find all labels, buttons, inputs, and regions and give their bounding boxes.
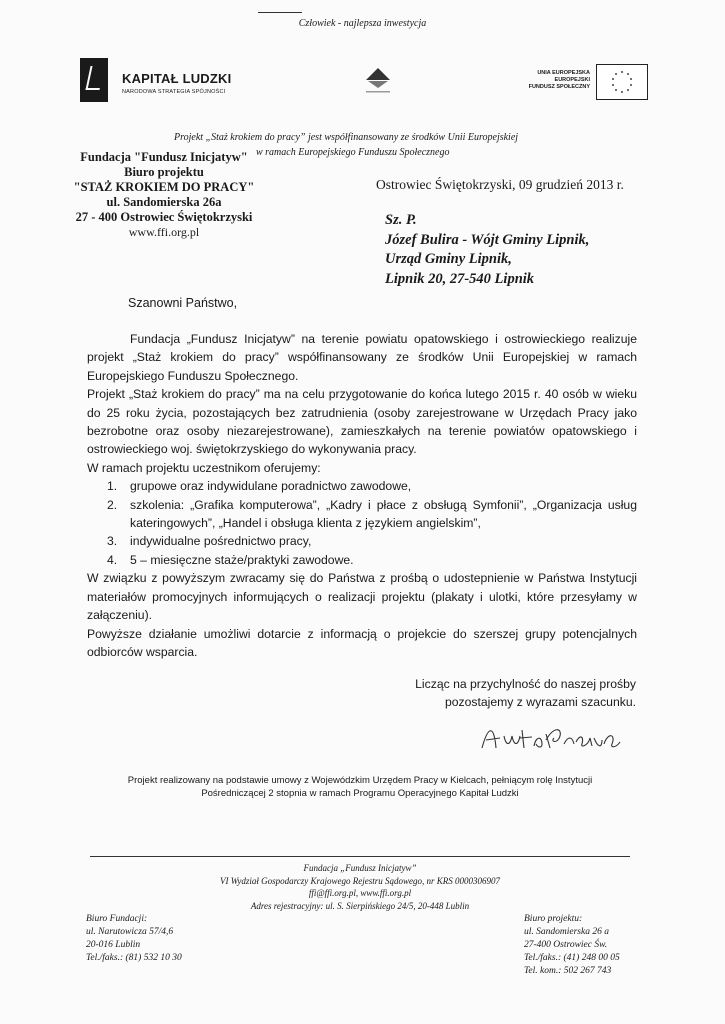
- foundation-name: Fundacja „Fundusz Inicjatyw”: [303, 863, 417, 873]
- list-text: indywidualne pośrednictwo pracy,: [130, 534, 312, 549]
- paragraph: Fundacja „Fundusz Inicjatyw” na terenie powiatu opatowskiego i ostrowieckiego realizuje projekt „Staż krokiem do pracy” współfinansowany ze środków Unii Europejskiej w ramach Europejskiego Funduszu Społecznego.: [87, 332, 637, 383]
- list-item: [87, 477, 637, 495]
- letter-closing: [400, 675, 636, 712]
- sender-org: Fundacja "Fundusz Inicjatyw": [80, 150, 248, 164]
- list-number: 3.: [107, 534, 118, 549]
- foundation-footer: [150, 862, 570, 912]
- recipient-address: [385, 211, 589, 289]
- project-funding-note: [80, 774, 640, 800]
- paragraph: Powyższe działanie umożliwi dotarcie z informacją o projekcie do szerszej grupy potencjalnych odbiorców wsparcia.: [87, 626, 637, 659]
- recipient-line: Urząd Gminy Lipnik,: [385, 251, 512, 267]
- paragraph: W związku z powyższym zwracamy się do Państwa z prośbą o udostepnienie w Państwa Instytucji materiałów promocyjnych informujących o realizacji projektu (plakaty i ulotki, które przesyłamy w załączeniu).: [87, 571, 637, 623]
- eu-label-line: UNIA EUROPEJSKA: [537, 70, 590, 76]
- handwritten-signature: [476, 718, 626, 758]
- letter-greeting: Szanowni Państwo,: [128, 296, 238, 310]
- office-city: 20-016 Lublin: [86, 940, 141, 950]
- list-number: 2.: [107, 497, 118, 512]
- recipient-line: Lipnik 20, 27-540 Lipnik: [385, 270, 535, 287]
- sender-address: [50, 150, 278, 240]
- project-note-line: w ramach Europejskiego Funduszu Społecznego: [256, 147, 450, 158]
- eu-flag-icon: [596, 64, 648, 100]
- footer-divider: [90, 856, 630, 857]
- closing-line: Licząc na przychylność do naszej prośby: [415, 677, 636, 691]
- office-title: Biuro projektu:: [524, 914, 583, 924]
- letter-body: [87, 330, 637, 661]
- office-city: 27-400 Ostrowiec Św.: [524, 940, 608, 950]
- paragraph: W ramach projektu uczestnikom oferujemy:: [87, 460, 321, 475]
- closing-line: pozostajemy z wyrazami szacunku.: [444, 695, 636, 710]
- sender-street: ul. Sandomierska 26a: [106, 195, 222, 209]
- foundation-office-contact: [86, 913, 182, 965]
- place-and-date: Ostrowiec Świętokrzyski, 09 grudzień 2013 r.: [376, 177, 624, 192]
- office-title: Biuro Fundacji:: [86, 914, 148, 924]
- eu-label-line: FUNDUSZ SPOŁECZNY: [528, 84, 590, 90]
- office-phone: Tel./faks.: (81) 532 10 30: [86, 953, 182, 963]
- kapital-ludzki-subtitle: NARODOWA STRATEGIA SPÓJNOŚCI: [122, 89, 226, 95]
- office-street: ul. Sandomierska 26 a: [524, 927, 609, 937]
- sender-city: 27 - 400 Ostrowiec Świętokrzyski: [75, 210, 253, 224]
- list-text: 5 – miesięczne staże/praktyki zawodowe.: [130, 552, 354, 567]
- sender-project: "STAŻ KROKIEM DO PRACY": [73, 180, 255, 194]
- foundation-registry: VI Wydział Gospodarczy Krajowego Rejestru Sądowego, nr KRS 0000306907: [219, 875, 501, 886]
- paragraph: Projekt „Staż krokiem do pracy” ma na celu przygotowanie do końca lutego 2015 r. 40 osób w wieku do 25 roku życia, pozostających bez zatrudnienia (osoby zarejestrowane w Urzędach Pracy jako bezrobotne oraz osoby niezarejestrowane), zamieszkałych na terenie powiatów opatowskiego i ostrowieckiego woj. świętokrzyskiego do wykonywania pracy.: [87, 387, 637, 457]
- recipient-salutation: Sz. P.: [385, 212, 417, 228]
- list-number: 1.: [107, 479, 118, 494]
- list-item: [87, 532, 637, 550]
- funding-note-line: Pośredniczącej 2 stopnia w ramach Programu Operacyjnego Kapitał Ludzki: [201, 788, 519, 799]
- office-phone: Tel./faks.: (41) 248 00 05: [524, 953, 620, 963]
- funding-note-line: Projekt realizowany na podstawie umowy z Wojewódzkim Urzędem Pracy w Kielcach, pełniącym rolę Instytucji: [127, 775, 593, 786]
- list-text: grupowe oraz indywidulane poradnictwo zawodowe,: [130, 479, 412, 494]
- office-mobile: Tel. kom.: 502 267 743: [524, 966, 612, 976]
- eu-label-line: EUROPEJSKI: [554, 77, 590, 83]
- project-office-contact: [524, 913, 620, 978]
- foundation-registered-address: Adres rejestracyjny: ul. S. Sierpińskiego 24/5, 20-448 Lublin: [250, 900, 470, 911]
- sender-website: www.ffi.org.pl: [128, 225, 200, 239]
- offer-list: [87, 477, 637, 569]
- recipient-line: Józef Bulira - Wójt Gminy Lipnik,: [385, 231, 590, 248]
- motto-text: Człowiek - najlepsza inwestycja: [298, 18, 427, 29]
- emblem-icon: [360, 66, 396, 96]
- list-item: [87, 496, 637, 533]
- eu-fund-label: [508, 70, 590, 91]
- list-number: 4.: [107, 552, 118, 567]
- list-item: [87, 551, 637, 569]
- sender-office: Biuro projektu: [124, 165, 204, 179]
- project-note-line: Projekt „Staż krokiem do pracy” jest współfinansowany ze środków Unii Europejskiej: [174, 132, 519, 143]
- kapital-ludzki-logo: [80, 58, 108, 102]
- kapital-ludzki-title: KAPITAŁ LUDZKI: [122, 71, 232, 86]
- office-street: ul. Narutowicza 57/4,6: [86, 927, 174, 937]
- motto-underline: [258, 12, 302, 13]
- list-text: szkolenia: „Grafika komputerowa”, „Kadry i płace z obsługą Symfonii”, „Organizacja usług kateringowych”, „Handel i obsługa klienta z językiem angielskim”,: [130, 497, 637, 531]
- foundation-contact: ffi@ffi.org.pl, www.ffi.org.pl: [308, 888, 412, 898]
